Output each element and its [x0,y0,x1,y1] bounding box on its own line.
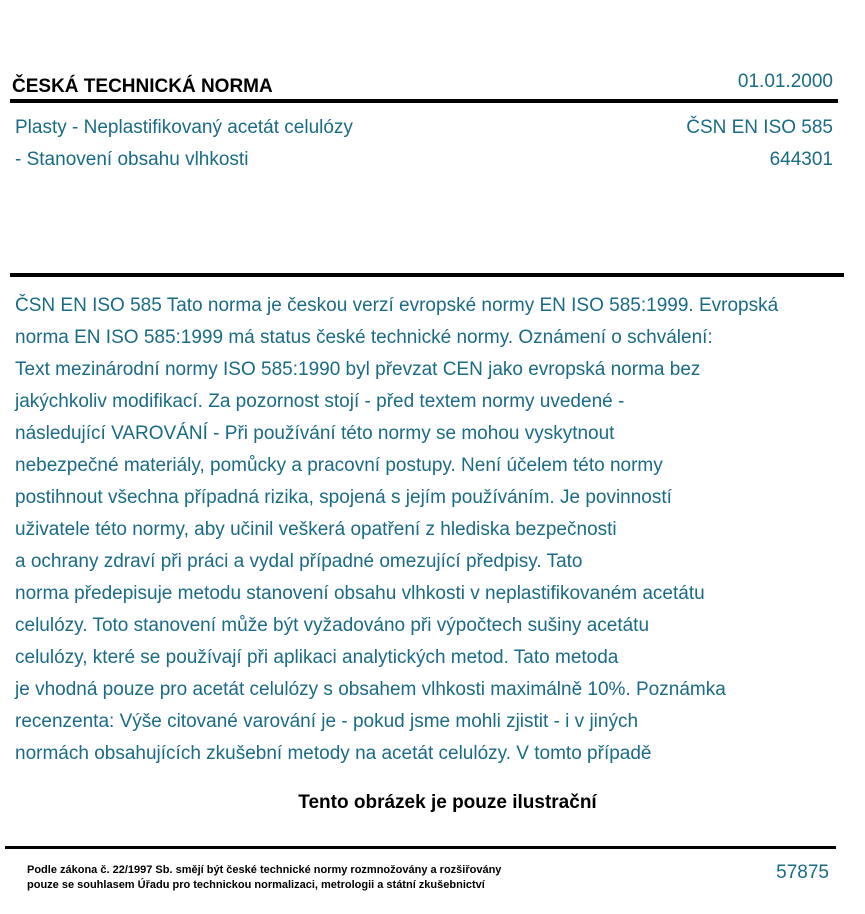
body-line: normách obsahujících zkušební metody na acetát celulózy. V tomto případě [15,743,652,764]
body-line: uživatele této normy, aby učinil veškerá opatření z hlediska bezpečnosti [15,519,617,540]
body-line: postihnout všechna případná rizika, spojená s jejím používáním. Je povinností [15,487,672,508]
illustration-notice: Tento obrázek je pouze ilustrační [298,792,597,813]
body-line: celulózy. Toto stanovení může být vyžadováno při výpočtech sušiny acetátu [15,615,650,636]
body-line: Text mezinárodní normy ISO 585:1990 byl převzat CEN jako evropská norma bez [15,359,701,380]
footer-divider [5,846,836,849]
issue-date: 01.01.2000 [737,71,833,92]
standard-code: ČSN EN ISO 585 [686,117,833,138]
copyright-notice [27,863,501,893]
body-line: norma EN ISO 585:1999 má status české technické normy. Oznámení o schválení: [15,327,713,348]
body-line: následující VAROVÁNÍ - Při používání této normy se mohou vyskytnout [15,423,615,444]
standard-title-line-2: - Stanovení obsahu vlhkosti [15,149,249,170]
document-type-heading: ČESKÁ TECHNICKÁ NORMA [12,76,273,97]
body-line: a ochrany zdraví při práci a vydal případné omezující předpisy. Tato [15,551,583,572]
body-line: celulózy, které se používají při aplikaci analytických metod. Tato metoda [15,647,619,668]
copyright-line-1: Podle zákona č. 22/1997 Sb. smějí být české technické normy rozmnožovány a rozšiřovány [27,864,502,876]
body-line: norma předepisuje metodu stanovení obsahu vlhkosti v neplastifikovaném acetátu [15,583,705,604]
body-line: je vhodná pouze pro acetát celulózy s obsahem vlhkosti maximálně 10%. Poznámka [15,679,726,700]
classification-number: 644301 [769,149,833,170]
header-divider [10,99,838,103]
document-id: 57875 [776,862,829,883]
body-line: jakýchkoliv modifikací. Za pozornost stojí - před textem normy uvedené - [15,391,625,412]
standard-title-line-1: Plasty - Neplastifikovaný acetát celulózy [15,117,353,138]
section-divider [10,273,844,277]
document-body [15,290,778,770]
body-line: ČSN EN ISO 585 Tato norma je českou verzí evropské normy EN ISO 585:1999. Evropská [15,295,779,316]
body-line: recenzenta: Výše citované varování je - pokud jsme mohli zjistit - i v jiných [15,711,639,732]
body-line: nebezpečné materiály, pomůcky a pracovní postupy. Není účelem této normy [15,455,663,476]
copyright-line-2: pouze se souhlasem Úřadu pro technickou normalizaci, metrologii a státní zkušebnictví [27,879,485,891]
